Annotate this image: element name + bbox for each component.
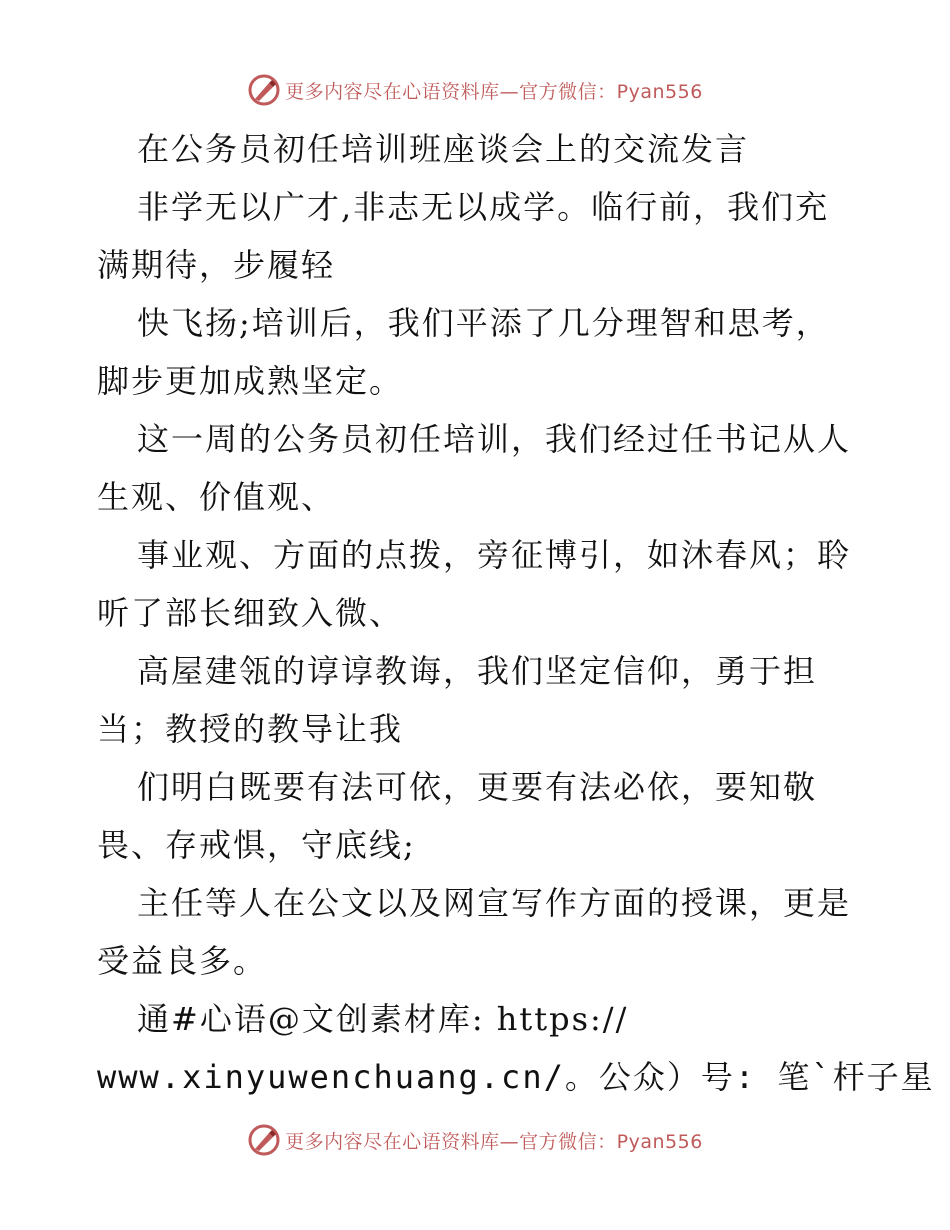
footer-banner bbox=[0, 1120, 950, 1160]
wechat-handle: Pyan556 bbox=[616, 80, 703, 103]
text-line: 高屋建瓴的谆谆教诲，我们坚定信仰，勇于担 bbox=[137, 652, 818, 690]
text-line: 生观、价值观、 bbox=[97, 478, 336, 516]
text-line: 在公务员初任培训班座谈会上的交流发言 bbox=[137, 130, 750, 168]
text-line: 满期待，步履轻 bbox=[97, 246, 336, 284]
banner-text bbox=[285, 77, 703, 104]
document-body bbox=[97, 120, 935, 1106]
text-line: 脚步更加成熟坚定。 bbox=[97, 362, 404, 400]
banner-label: 更多内容尽在心语资料库—官方微信： bbox=[285, 80, 617, 103]
text-line: 通#心语@文创素材库: https:// bbox=[137, 1000, 629, 1038]
pen-logo-icon bbox=[247, 1123, 281, 1157]
banner-text bbox=[285, 1127, 703, 1154]
header-banner bbox=[0, 70, 950, 110]
wechat-handle: Pyan556 bbox=[616, 1130, 703, 1153]
text-line: 事业观、方面的点拨，旁征博引，如沐春风；聆 bbox=[137, 536, 852, 574]
text-line: 这一周的公务员初任培训，我们经过任书记从人 bbox=[137, 420, 852, 458]
text-line: 当；教授的教导让我 bbox=[97, 710, 404, 748]
text-line: www.xinyuwenchuang.cn/。公众）号: 笔`杆子星 bbox=[97, 1058, 935, 1096]
banner-label: 更多内容尽在心语资料库—官方微信： bbox=[285, 1130, 617, 1153]
text-line: 快飞扬;培训后，我们平添了几分理智和思考， bbox=[137, 304, 830, 342]
text-line: 非学无以广才,非志无以成学。临行前，我们充 bbox=[137, 188, 830, 226]
text-line: 听了部长细致入微、 bbox=[97, 594, 404, 632]
pen-logo-icon bbox=[247, 73, 281, 107]
text-line: 主任等人在公文以及网宣写作方面的授课，更是 bbox=[137, 884, 852, 922]
text-line: 受益良多。 bbox=[97, 942, 268, 980]
text-line: 畏、存戒惧，守底线; bbox=[97, 826, 416, 864]
text-line: 们明白既要有法可依，更要有法必依，要知敬 bbox=[137, 768, 818, 806]
